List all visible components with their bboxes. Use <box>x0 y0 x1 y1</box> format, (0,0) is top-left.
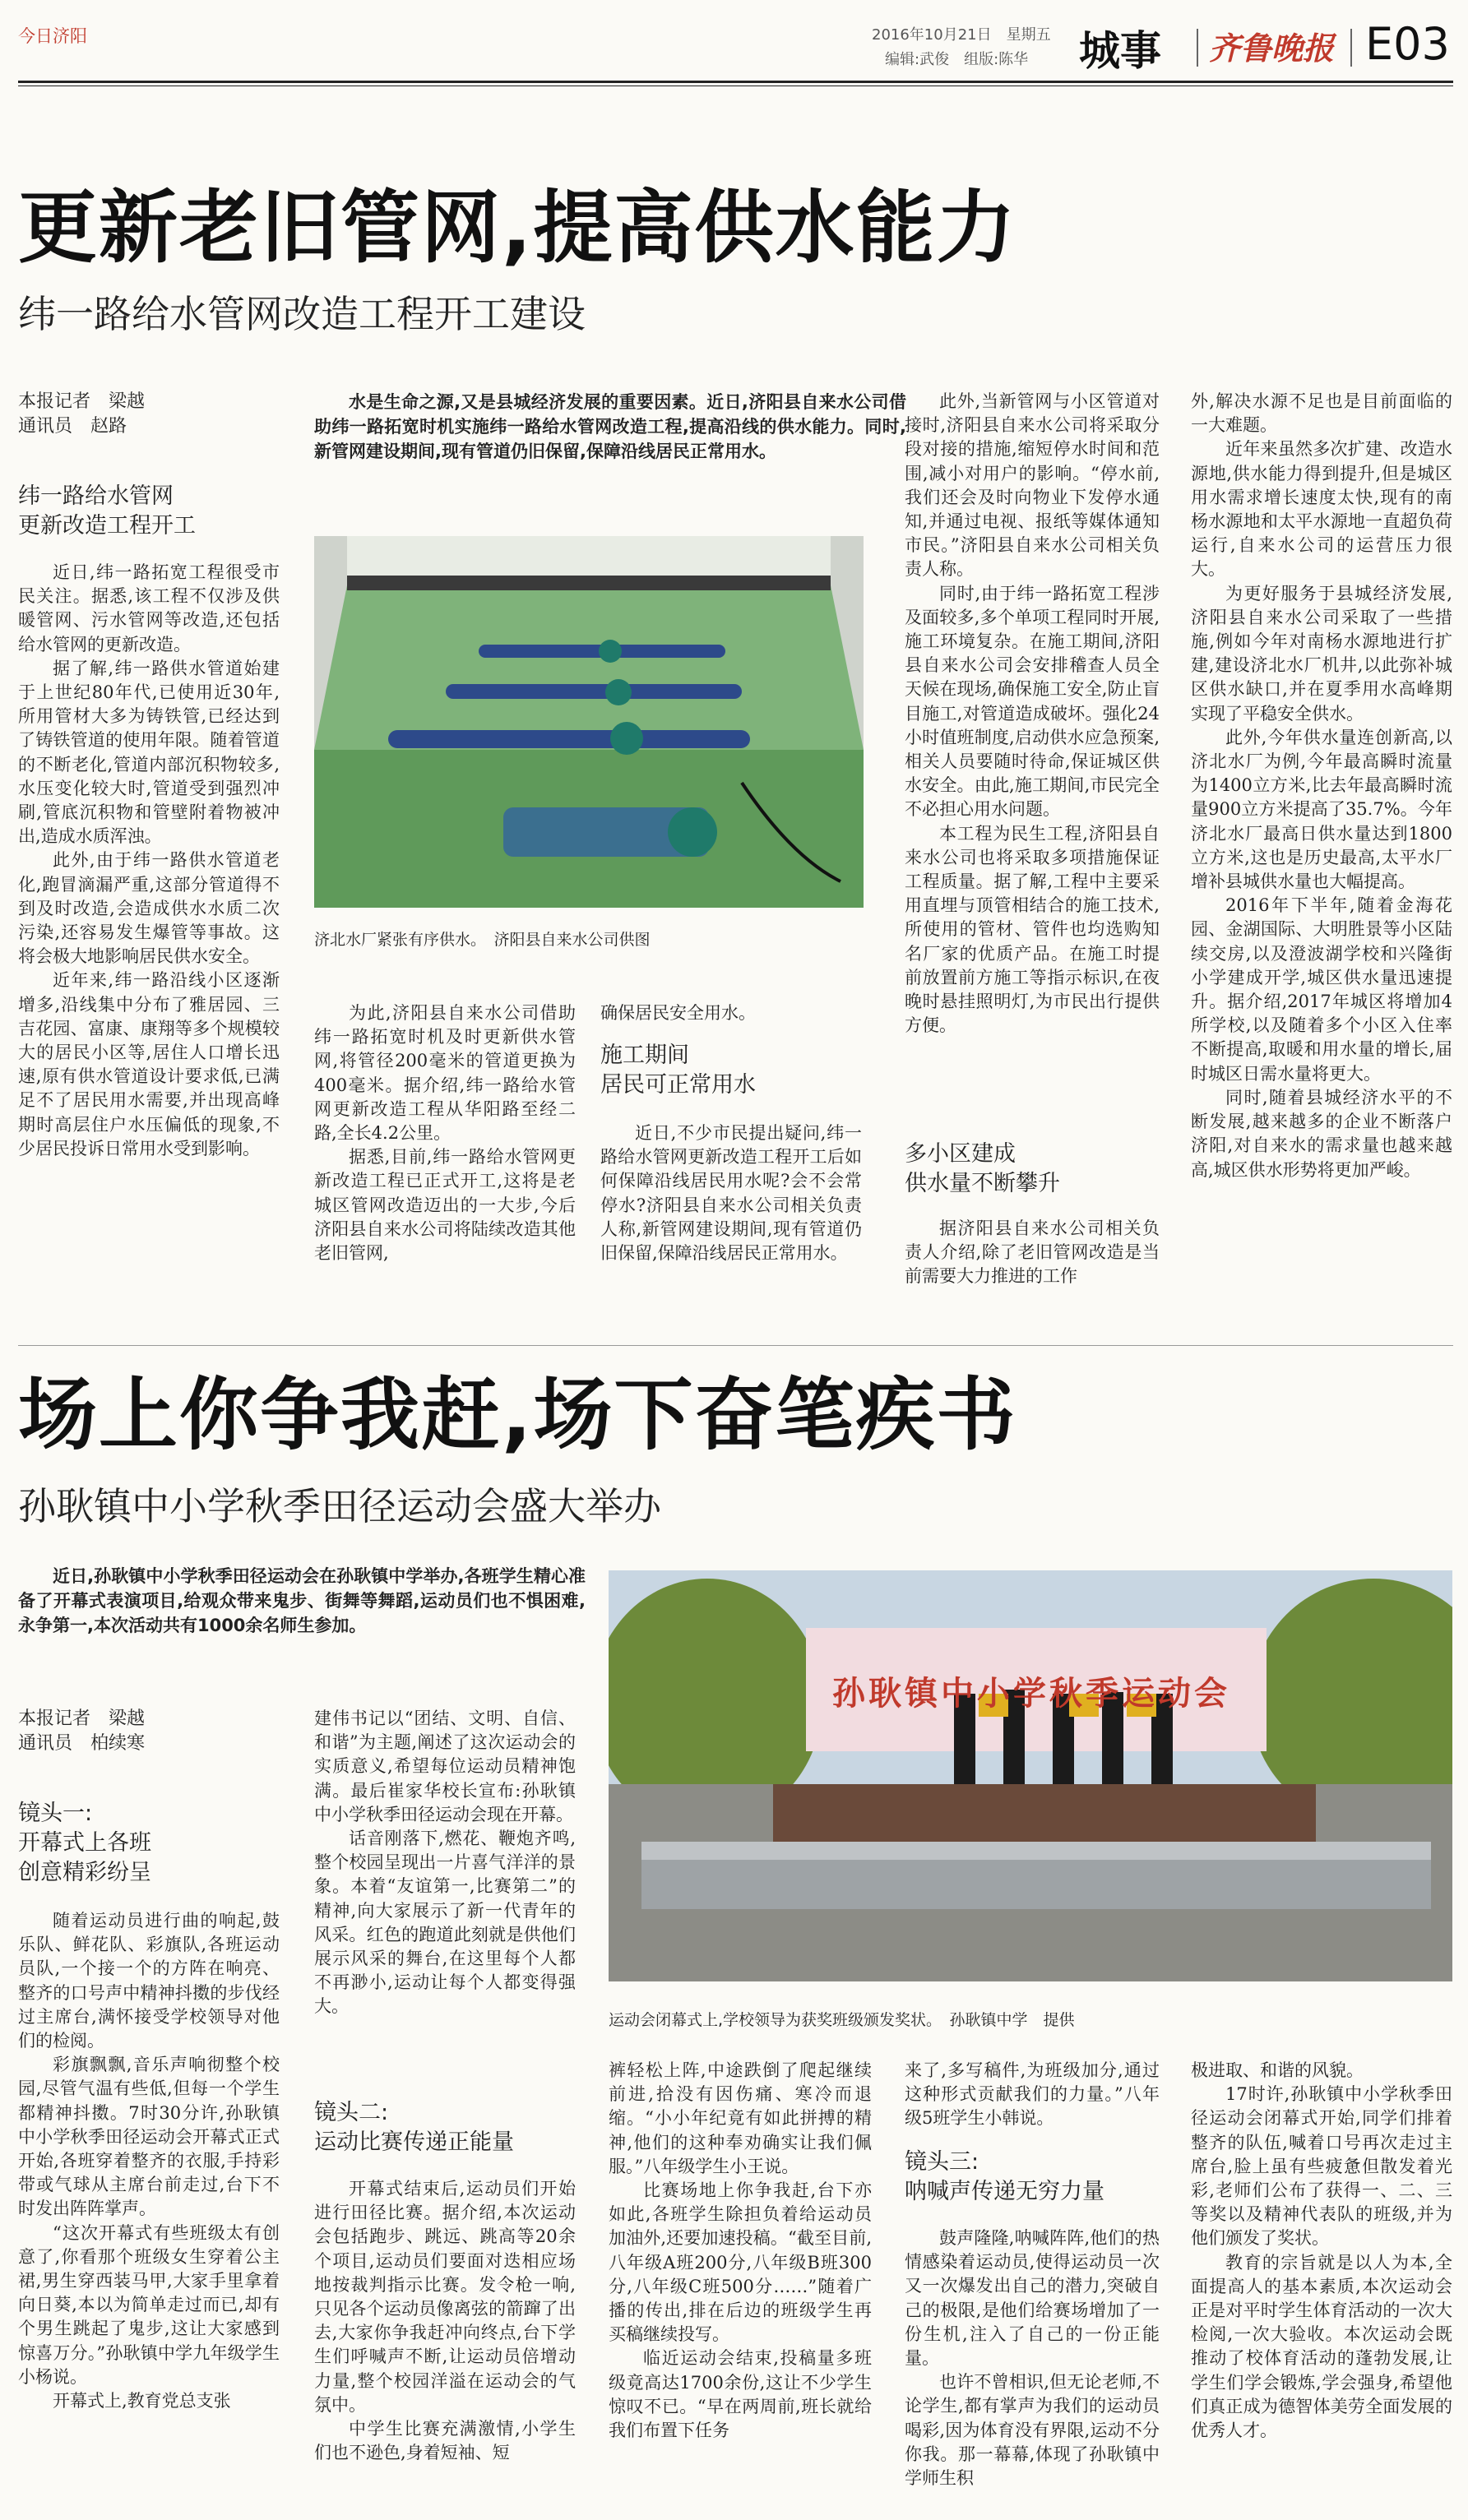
paragraph: 彩旗飘飘,音乐声响彻整个校园,尽管气温有些低,但每一个学生都精神抖擞。7时30分许,孙耿镇中小学秋季田径运动会开幕式正式开始,各班穿着整齐的衣服,手持彩带或气球从主席台前走过,台下不时发出阵阵掌声。 <box>18 2055 280 2219</box>
column-tag: 今日济阳 <box>18 26 87 46</box>
story1-lead: 水是生命之源,又是县城经济发展的重要因素。近日,济阳县自来水公司借助纬一路拓宽时机实施纬一路给水管网改造工程,提高沿线的供水能力。同时,新管网建设期间,现有管道仍旧保留,保障沿线居民正常用水。 <box>314 392 906 461</box>
paragraph: 建伟书记以“团结、文明、自信、和谐”为主题,阐述了这次运动会的实质意义,希望每位运动员精神饱满。最后崔家华校长宣布:孙耿镇中小学秋季田径运动会现在开幕。 <box>314 1709 576 1824</box>
story2-col-4 <box>905 2226 1160 2503</box>
story2-col-4-top <box>905 2059 1160 2133</box>
story1-headline: 更新老旧管网,提高供水能力 <box>18 182 1017 274</box>
sports-meet-photo <box>609 1570 1452 1981</box>
paragraph: 也许不曾相识,但无论老师,不论学生,都有掌声为我们的运动员喝彩,因为体育没有界限,运动不分你我。那一幕幕,体现了孙耿镇中学师生积 <box>905 2372 1160 2489</box>
paragraph: 外,解决水源不足也是目前面临的一大难题。 <box>1191 391 1452 436</box>
paragraph: 此外,当新管网与小区管道对接时,济阳县自来水公司将采取分段对接的措施,缩短停水时间和范围,减小对用户的影响。“停水前,我们还会及时向物业下发停水通知,并通过电视、报纸等媒体通知市民。”济阳县自来水公司相关负责人称。 <box>905 391 1160 580</box>
story2-subtitle-1: 镜头一: 开幕式上各班 创意精彩纷呈 <box>18 1801 151 1885</box>
paragraph: 此外,由于纬一路供水管道老化,跑冒滴漏严重,这部分管道得不到及时改造,会造成供水水质二次污染,还容易发生爆管等事故。这将会极大地影响居民供水安全。 <box>18 850 280 967</box>
story1-col-3-top <box>600 1001 862 1026</box>
header-rule <box>18 81 1453 83</box>
section-name: 城事 <box>1079 27 1161 75</box>
byline-reporter: 本报记者 梁越 <box>18 1709 146 1729</box>
paragraph: 近日,不少市民提出疑问,纬一路给水管网更新改造工程开工后如何保障沿线居民用水呢?会不会常停水?济阳县自来水公司相关负责人称,新管网建设期间,现有管道仍旧保留,保障沿线居民正常用水。 <box>600 1123 862 1264</box>
paragraph: 为此,济阳县自来水公司借助纬一路拓宽时机及时更新供水管网,将管径200毫米的管道更换为400毫米。据介绍,纬一路给水管网更新改造工程从华阳路至经二路,全长4.2公里。 <box>314 1003 576 1144</box>
story1-col-4 <box>905 390 1160 1130</box>
story2-col-1 <box>18 1909 280 2501</box>
page-number: E03 <box>1365 18 1450 70</box>
paragraph: 确保居民安全用水。 <box>600 1003 756 1023</box>
header-divider-2 <box>1350 29 1352 67</box>
story2-col-2-bottom <box>314 2177 576 2501</box>
story2-headline: 场上你争我赶,场下奋笔疾书 <box>18 1369 1017 1461</box>
paragraph: 随着运动员进行曲的响起,鼓乐队、鲜花队、彩旗队,各班运动员队,一个接一个的方阵在响亮、整齐的口号声中精神抖擞的步伐经过主席台,满怀接受学校领导对他们的检阅。 <box>18 1911 280 2051</box>
paragraph: 临近运动会结束,投稿量多班级竟高达1700余份,这让不少学生惊叹不已。“早在两周前,班长就给我们布置下任务 <box>609 2348 872 2441</box>
story2-subtitle-2: 镜头二: 运动比赛传递正能量 <box>314 2100 514 2155</box>
header-divider-1 <box>1197 29 1198 67</box>
story1-col-2 <box>314 1001 576 1330</box>
story2-lead: 近日,孙耿镇中小学秋季田径运动会在孙耿镇中学举办,各班学生精心准备了开幕式表演项目,给观众带来鬼步、街舞等舞蹈,运动员们也不惧困难,永争第一,本次活动共有1000余名师生参加。 <box>18 1566 586 1635</box>
paragraph: 鼓声隆隆,呐喊阵阵,他们的热情感染着运动员,使得运动员一次又一次爆发出自己的潜力,突破自己的极限,是他们给赛场增加了一份生机,注入了自己的一份正能量。 <box>905 2228 1160 2369</box>
story1-subtitle-1: 纬一路给水管网 更新改造工程开工 <box>18 483 196 539</box>
story1-col-3 <box>600 1121 862 1319</box>
story2-subtitle-3: 镜头三: 呐喊声传递无穷力量 <box>905 2149 1104 2204</box>
story1-subhead: 纬一路给水管网改造工程开工建设 <box>18 292 586 336</box>
byline-reporter: 本报记者 梁越 <box>18 391 146 412</box>
byline-correspondent: 通讯员 柏续寒 <box>18 1733 146 1754</box>
paragraph: 近日,纬一路拓宽工程很受市民关注。据悉,该工程不仅涉及供暖管网、污水管网等改造,还包括给水管网的更新改造。 <box>18 562 280 654</box>
story2-col-5 <box>1191 2059 1452 2503</box>
ceremony-illustration <box>609 1570 1452 1981</box>
paragraph: 近年来,纬一路沿线小区逐渐增多,沿线集中分布了雅居园、三吉花园、富康、康翔等多个规模较大的居民小区等,居住人口增长迅速,原有供水管道设计要求低,已满足不了居民用水需要,并出现高峰期时高层住户水压偏低的现象,不少居民投诉日常用水受到影响。 <box>18 970 280 1158</box>
paper-logo: 齐鲁晚报 <box>1209 30 1335 67</box>
editors: 编辑:武俊 组版:陈华 <box>885 51 1029 68</box>
paragraph: 同时,由于纬一路拓宽工程涉及面较多,多个单项工程同时开展,施工环境复杂。在施工期间,济阳县自来水公司会安排稽查人员全天候在现场,确保施工安全,防止盲目施工,对管道造成破坏。强化24小时值班制度,启动供水应急预案,相关人员要随时待命,保证城区供水安全。由此,施工期间,市民完全不必担心用水问题。 <box>905 583 1160 820</box>
water-plant-photo <box>314 536 864 908</box>
paragraph: 近年来虽然多次扩建、改造水源地,供水能力得到提升,但是城区用水需求增长速度太快,现有的南杨水源地和太平水源地一直超负荷运行,自来水公司的运营压力很大。 <box>1191 439 1452 580</box>
story1-byline <box>18 390 289 439</box>
paragraph: 此外,今年供水量连创新高,以济北水厂为例,今年最高瞬时流量为1400立方米,比去年最高瞬时流量900立方米提高了35.7%。今年济北水厂最高日供水量达到1800立方米,这也是历史最高,太平水厂增补县城供水量也大幅提高。 <box>1191 727 1452 892</box>
paragraph: 开幕式结束后,运动员们开始进行田径比赛。据介绍,本次运动会包括跑步、跳远、跳高等20余个项目,运动员们要面对迭相应场地按裁判指示比赛。发令枪一响,只见各个运动员像离弦的箭蹿了出去,大家你争我赶冲向终点,台下学生们呼喊声不断,让运动员倍增动力量,整个校园洋溢在运动会的气氛中。 <box>314 2179 576 2415</box>
paragraph: 裤轻松上阵,中途跌倒了爬起继续前进,拾没有因伤痛、寒冷而退缩。“小小年纪竟有如此拼搏的精神,他们的这种奉劝确实让我们佩服。”八年级学生小王说。 <box>609 2060 872 2176</box>
story1-col-1 <box>18 561 280 1301</box>
ceremony-banner: 孙耿镇中小学秋季运动会 <box>832 1675 1230 1713</box>
paragraph: 开幕式上,教育党总支张 <box>53 2391 231 2411</box>
byline-correspondent: 通讯员 赵路 <box>18 416 127 437</box>
story2-col-2 <box>314 1707 576 2085</box>
paragraph: 极进取、和谐的风貌。 <box>1191 2060 1364 2080</box>
paragraph: 中学生比赛充满激情,小学生们也不逊色,身着短袖、短 <box>314 2419 576 2463</box>
story1-subtitle-3: 多小区建成 供水量不断攀升 <box>905 1141 1060 1196</box>
story1-col-5 <box>1191 390 1452 1319</box>
paragraph: 据了解,纬一路供水管道始建于上世纪80年代,已使用近30年,所用管材大多为铸铁管,已经达到了铸铁管道的使用年限。随着管道的不断老化,管道内部沉积物较多,水压变化较大时,管道受到强烈冲刷,管底沉积物和管壁附着物被冲出,造成水质浑浊。 <box>18 658 280 847</box>
issue-date: 2016年10月21日 星期五 <box>872 26 1051 44</box>
story2-col-3 <box>609 2059 872 2503</box>
paragraph: 本工程为民生工程,济阳县自来水公司也将采取多项措施保证工程质量。据了解,工程中主要采用直埋与顶管相结合的施工技术,所使用的管材、管件也均选购知名厂家的优质产品。在施工时提前放置前方施工等指示标识,在夜晚时悬挂照明灯,为市民出行提供方便。 <box>905 823 1160 1036</box>
paragraph: 2016年下半年,随着金海花园、金湖国际、大明胜景等小区陆续交房,以及澄波湖学校和兴隆街小学建成开学,城区供水量迅速提升。据介绍,2017年城区将增加4所学校,以及随着多个小区入住率不断提高,取暖和用水量的增长,届时城区日需水量将更大。 <box>1191 895 1452 1084</box>
story1-photo-caption: 济北水厂紧张有序供水。 济阳县自来水公司供图 <box>314 931 651 949</box>
paragraph: 据悉,目前,纬一路给水管网更新改造工程已正式开工,这将是老城区管网改造迈出的一大步,今后济阳县自来水公司将陆续改造其他老旧管网, <box>314 1147 576 1264</box>
paragraph: 为更好服务于县城经济发展,济阳县自来水公司采取了一些措施,例如今年对南杨水源地进行扩建,建设济北水厂机井,以此弥补城区供水缺口,并在夏季用水高峰期实现了平稳安全供水。 <box>1191 583 1452 724</box>
story2-subhead: 孙耿镇中小学秋季田径运动会盛大举办 <box>18 1484 661 1528</box>
paragraph: 17时许,孙耿镇中小学秋季田径运动会闭幕式开始,同学们排着整齐的队伍,喊着口号再次走过主席台,脸上虽有些疲惫但散发着光彩,老师们公布了获得一、二、三等奖以及精神代表队的班级,并为他们颁发了奖状。 <box>1191 2084 1452 2249</box>
paragraph: 话音刚落下,燃花、鞭炮齐鸣,整个校园呈现出一片喜气洋洋的景象。本着“友谊第一,比赛第二”的精神,向大家展示了新一代青年的风采。红色的跑道此刻就是供他们展示风采的舞台,在这里每个人都不再渺小,运动让每个人都变得强大。 <box>314 1829 576 2017</box>
story2-photo-caption: 运动会闭幕式上,学校领导为获奖班级颁发奖状。 孙耿镇中学 提供 <box>609 2011 1075 2029</box>
water-plant-illustration <box>314 536 864 908</box>
paragraph: “这次开幕式有些班级太有创意了,你看那个班级女生穿着公主裙,男生穿西装马甲,大家手里拿着向日葵,本以为简单走过而已,却有个男生跳起了鬼步,这让大家感到惊喜万分。”孙耿镇中学九年级学生小杨说。 <box>18 2222 280 2387</box>
paragraph: 同时,随着县城经济水平的不断发展,越来越多的企业不断落户济阳,对自来水的需求量也越来越高,城区供水形势将更加严峻。 <box>1191 1087 1452 1180</box>
story1-subtitle-2: 施工期间 居民可正常用水 <box>600 1043 756 1098</box>
story1-col-4-bottom <box>905 1217 1160 1315</box>
paragraph: 教育的宗旨就是以人为本,全面提高人的基本素质,本次运动会正是对平时学生体育活动的一次大检阅,一次大验收。本次运动会既推动了校体育活动的蓬勃发展,让学生们学会锻炼,学会强身,希望他们真正成为德智体美劳全面发展的优秀人才。 <box>1191 2252 1452 2441</box>
story2-byline <box>18 1707 289 1756</box>
paragraph: 比赛场地上你争我赶,台下亦如此,各班学生除担负着给运动员加油外,还要加速投稿。“截至目前,八年级A班200分,八年级B班300分,八年级C班500分……”随着广播的传出,排在后边的班级学生再买稿继续投写。 <box>609 2180 872 2345</box>
paragraph: 来了,多写稿件,为班级加分,通过这种形式贡献我们的力量。”八年级5班学生小韩说。 <box>905 2060 1160 2129</box>
paragraph: 据济阳县自来水公司相关负责人介绍,除了老旧管网改造是当前需要大力推进的工作 <box>905 1218 1160 1287</box>
story-divider <box>18 1345 1453 1346</box>
